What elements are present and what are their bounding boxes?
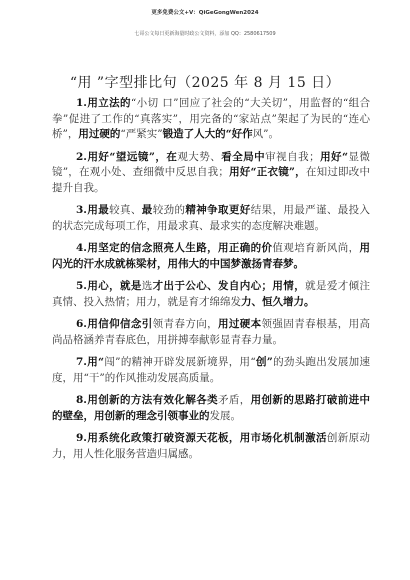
sentence-text-run: “小切 口”回应了社会的“大关切”，用监督的“组合拳”促进了工作的“真落实”，用完备的“家站点”架起了为民的“连心桥”， [52, 97, 370, 140]
sentence-text-run: 看全局中 [221, 150, 266, 163]
sentence-text-run: 领强固青春根基， [261, 318, 349, 330]
sentence-text-run: 7.用“ [76, 356, 105, 368]
sentence-item-5 [52, 279, 370, 310]
sentence-text-run: 用创新的思路打破前进中的壁垒， [52, 394, 371, 422]
sentence-text-run: 选 [141, 280, 153, 292]
sentence-text-run: 力、恒久增力。 [241, 295, 315, 308]
sentence-text-run: 用闪光的汗水成就栋梁材， [52, 242, 371, 270]
sentence-item-1 [52, 96, 370, 143]
sentence-text-run: “严紧实” [120, 128, 163, 140]
sentence-list [52, 96, 370, 469]
sentence-text-run: 显微镜”，在观小处、查细微中反思自我； [52, 150, 371, 178]
sentence-text-run: 在知过即改中提升自我。 [52, 166, 370, 194]
sentence-text-run: 4.用坚定的信念照亮人生路， [76, 242, 218, 254]
document-title: “用 ”字型排比句（2025 年 8 月 15 日） [69, 75, 341, 91]
sentence-text-run: 观大势、 [177, 150, 222, 163]
sentence-text-run: 用好“正衣镜”， [228, 166, 306, 178]
sentence-item-8 [52, 393, 370, 424]
sentence-text-run: 风”。 [252, 128, 280, 140]
sentence-text-run: 创新原动力，用人性化服务营造归属感。 [52, 432, 371, 460]
sentence-text-run: 用高尚品格涵养青春底色，用拼搏奉献彰显青春力量。 [52, 318, 371, 346]
sentence-text-run: 用创新的理念引领事业的 [94, 409, 210, 422]
sentence-text-run: 6.用信仰信念引 [76, 318, 153, 330]
sentence-item-2 [52, 150, 370, 197]
sentence-text-run: 2.用好“望远镜”，在 [76, 150, 178, 163]
sentence-text-run: 值观培育新风尚， [272, 242, 360, 254]
sentence-text-run: 用市场化机制激活 [239, 432, 327, 444]
sentence-text-run: 较劲的 [152, 204, 186, 216]
sentence-text-run: 3.用最 [76, 204, 110, 216]
sentence-text-run: 用情， [272, 280, 306, 292]
sentence-text-run: 较真、 [109, 204, 142, 216]
sentence-text-run: 闯”的精神开辟发展新境界，用“ [104, 356, 256, 368]
sentence-text-run: 用过硬本 [218, 318, 262, 330]
sentence-text-run: 锻造了人大的“好作 [162, 128, 253, 140]
sentence-text-run: 5.用心，就是 [76, 280, 142, 292]
sentence-text-run: 发展。 [209, 409, 241, 422]
sentence-item-4 [52, 241, 370, 272]
sentence-text-run: 8.用创新的方法有效化解各类 [76, 394, 218, 406]
sentence-text-run: 审视自我； [265, 150, 320, 163]
header-promo-line: 更多免费公文+V：QiGeGongWen2024 [151, 10, 259, 16]
sentence-text-run: 用伟大的中国梦激扬青春梦。 [167, 257, 304, 270]
sentence-text-run: 9.用系统化政策打破资源天花板， [76, 432, 240, 444]
sentence-text-run: 用过硬的 [78, 128, 121, 140]
sentence-item-7 [52, 355, 370, 386]
sentence-item-3 [52, 203, 370, 234]
sentence-item-6 [52, 317, 370, 348]
sentence-text-run: 用正确的价 [217, 242, 273, 254]
sentence-text-run: 结果，用最严谨、最投入的状态完成每项工作，用最求真、最求实的态度解决难题。 [52, 204, 371, 232]
sentence-text-run: 的劲头跑出发展加速度，用“干”的作风推动发展高质量。 [52, 356, 370, 384]
sentence-text-run: 领青春方向， [152, 318, 218, 330]
sentence-text-run: 矛盾， [217, 394, 251, 406]
sentence-text-run: 用好“ [319, 150, 349, 163]
sentence-text-run: 1.用立法的 [76, 97, 131, 109]
sentence-text-run: 精神争取更好 [185, 204, 251, 216]
sentence-text-run: 最 [141, 204, 153, 216]
sentence-item-9 [52, 431, 370, 462]
sentence-text-run: 创” [255, 356, 273, 368]
sentence-text-run: 就是爱才倾注真情、投入热情；用力，就是育才绵绵发 [52, 280, 371, 308]
header-contact-line: 七哥公文每日更新海量时政公文资料，添加 QQ：2580617509 [134, 31, 276, 37]
sentence-text-run: 才出于公心、发自内心； [152, 280, 273, 292]
